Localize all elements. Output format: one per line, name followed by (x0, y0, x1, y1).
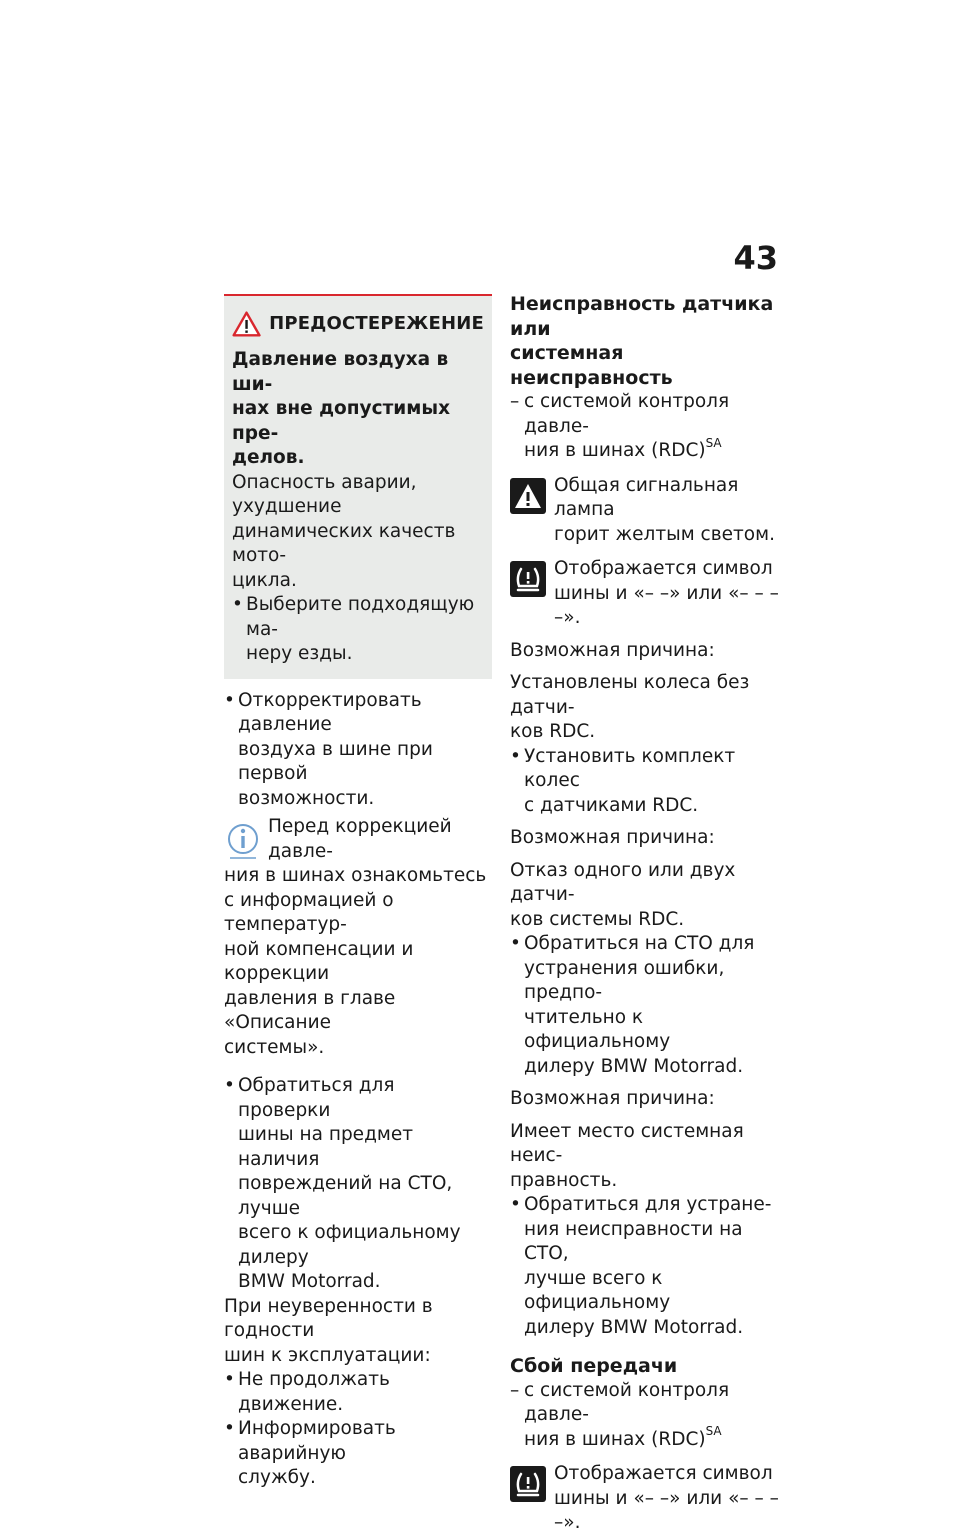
cause-line: ков RDC. (510, 721, 596, 742)
left-column (224, 294, 492, 1491)
list-item-line: Не продолжать движение. (238, 1369, 390, 1415)
right-column (510, 292, 782, 1536)
sa-superscript: SA (705, 1424, 722, 1439)
cause-line: ков системы RDC. (510, 908, 685, 930)
list-item-line: Установить комплект колес (524, 745, 736, 791)
list-item-line: лучше всего к официальному (524, 1267, 671, 1313)
section-heading-transmission-fault: Сбой передачи (510, 1355, 678, 1377)
list-item-line: дилеру BMW Motorrad. (524, 1316, 744, 1338)
info-line: ной компенсации и коррекции (224, 938, 414, 984)
condition-line: ния в шинах (RDC) (524, 1428, 706, 1450)
cause-text (510, 1120, 782, 1194)
list-item: • Не продолжать движение. (224, 1368, 492, 1417)
uncertainty-paragraph (224, 1295, 492, 1369)
rdc-condition: – с системой контроля давле- ния в шинах (RDC)$^{SA}$ (510, 390, 782, 464)
cause-line: правность. (510, 1169, 618, 1191)
paragraph-line: При неуверенности в годности (224, 1295, 433, 1341)
list-item: • Выберите подходящую ма- неру езды. (232, 593, 484, 667)
section-heading-sensor-fault (510, 292, 782, 390)
list-item-line: воздуха в шине при первой (238, 738, 433, 784)
list-item-line: Откорректировать давление (238, 689, 422, 735)
cause-line: Имеет место системная неис- (510, 1120, 744, 1166)
tire-symbol-row (510, 1462, 782, 1536)
cause-label: Возможная причина: (510, 639, 715, 661)
general-warning-light-row (510, 474, 782, 548)
list-item-line: возможности. (238, 787, 375, 809)
list-item-line: всего к официальному дилеру (238, 1222, 461, 1268)
paragraph-line: шин к эксплуатации: (224, 1344, 431, 1366)
general-warning-light-icon (510, 478, 546, 514)
cause-action-list (510, 932, 782, 1079)
condition-line: с системой контроля давле- (524, 1379, 730, 1425)
warning-label: ПРЕДОСТЕРЕЖЕНИЕ (269, 312, 484, 334)
warning-box (224, 294, 492, 679)
icon-text-line: шины и «– –» или «– – – –». (554, 1487, 779, 1533)
list-item: • Обратиться на СТО для устранения ошибки, предпо- чтительно к официальному дилеру BMW Motorrad. (510, 932, 782, 1079)
list-item-line: Обратиться для устране- (524, 1194, 772, 1215)
list-item-line: Информировать аварийную (238, 1418, 396, 1464)
condition-line: ния в шинах (RDC) (524, 440, 706, 461)
page-number: 43 (733, 239, 778, 277)
warning-title (232, 348, 484, 471)
list-item-line: с датчиками RDC. (524, 794, 699, 816)
list-item-line: неру езды. (246, 643, 353, 664)
list-item-line: ния неисправности на СТО, (524, 1218, 743, 1264)
check-list (224, 1074, 492, 1295)
heading-line: системная неисправность (510, 342, 673, 389)
tire-symbol-row (510, 557, 782, 631)
icon-text-line: Отображается символ (554, 558, 773, 579)
warning-title-line: нах вне допустимых пре- (232, 398, 451, 444)
cause-label: Возможная причина: (510, 1088, 715, 1109)
cause-action-list (510, 745, 782, 819)
list-item-line: чтительно к официальному (524, 1006, 671, 1052)
info-line: давления в главе «Описание (224, 987, 396, 1033)
warning-body-line: динамических качеств мото- (232, 520, 456, 566)
warning-title-line: делов. (232, 447, 305, 468)
list-item-line: службу. (238, 1467, 316, 1488)
icon-text-line: шины и «– –» или «– – – –». (554, 582, 779, 628)
info-line: ния в шинах ознакомьтесь (224, 865, 487, 886)
cause-action-list (510, 1193, 782, 1340)
list-item: • Информировать аварийную службу. (224, 1417, 492, 1491)
info-icon (226, 817, 260, 861)
list-item-line: устранения ошибки, предпо- (524, 957, 725, 1003)
list-item: • Откорректировать давление воздуха в шине при первой возможности. (224, 689, 492, 812)
list-item-line: Выберите подходящую ма- (246, 594, 475, 640)
cause-text (510, 671, 782, 745)
icon-text-line: горит желтым светом. (554, 523, 775, 545)
warning-triangle-icon (232, 308, 261, 340)
list-item-line: BMW Motorrad. (238, 1271, 381, 1292)
list-item: • Обратиться для проверки шины на предмет наличия повреждений на СТО, лучше всего к официальному дилеру BMW Motorrad. (224, 1074, 492, 1295)
icon-text-line: Общая сигнальная лампа (554, 474, 739, 520)
list-item-line: Обратиться на СТО для (524, 933, 755, 954)
info-line: Перед коррекцией давле- (268, 816, 452, 862)
tire-pressure-icon (510, 1466, 546, 1502)
heading-line: Неисправность датчика или (510, 293, 774, 340)
cause-line: Отказ одного или двух датчи- (510, 859, 736, 905)
cause-text (510, 859, 782, 933)
list-item-line: шины на предмет наличия (238, 1124, 413, 1170)
warning-bullets (232, 593, 484, 667)
warning-title-line: Давление воздуха в ши- (232, 349, 449, 395)
list-item: • Установить комплект колес с датчиками RDC. (510, 745, 782, 819)
cause-line: Установлены колеса без датчи- (510, 672, 750, 718)
warning-body (232, 471, 484, 594)
action-list (224, 689, 492, 812)
warning-body-line: Опасность аварии, ухудшение (232, 471, 417, 517)
list-item-line: Обратиться для проверки (238, 1075, 395, 1121)
emergency-list (224, 1368, 492, 1491)
cause-label: Возможная причина: (510, 827, 715, 848)
warning-body-line: цикла. (232, 569, 297, 591)
warning-header (232, 308, 484, 340)
icon-text-line: Отображается символ (554, 1463, 773, 1484)
condition-line: с системой контроля давле- (524, 391, 730, 437)
list-item: • Обратиться для устране- ния неисправности на СТО, лучше всего к официальному дилеру BMW Motorrad. (510, 1193, 782, 1340)
tire-pressure-icon (510, 561, 546, 597)
info-note (224, 815, 492, 1060)
rdc-condition: – с системой контроля давле- ния в шинах (RDC)$^{SA}$ (510, 1379, 782, 1453)
sa-superscript: SA (705, 435, 722, 450)
info-line: системы». (224, 1036, 325, 1058)
list-item-line: повреждений на СТО, лучше (238, 1173, 453, 1219)
list-item-line: дилеру BMW Motorrad. (524, 1055, 744, 1077)
info-line: с информацией о температур- (224, 889, 394, 935)
